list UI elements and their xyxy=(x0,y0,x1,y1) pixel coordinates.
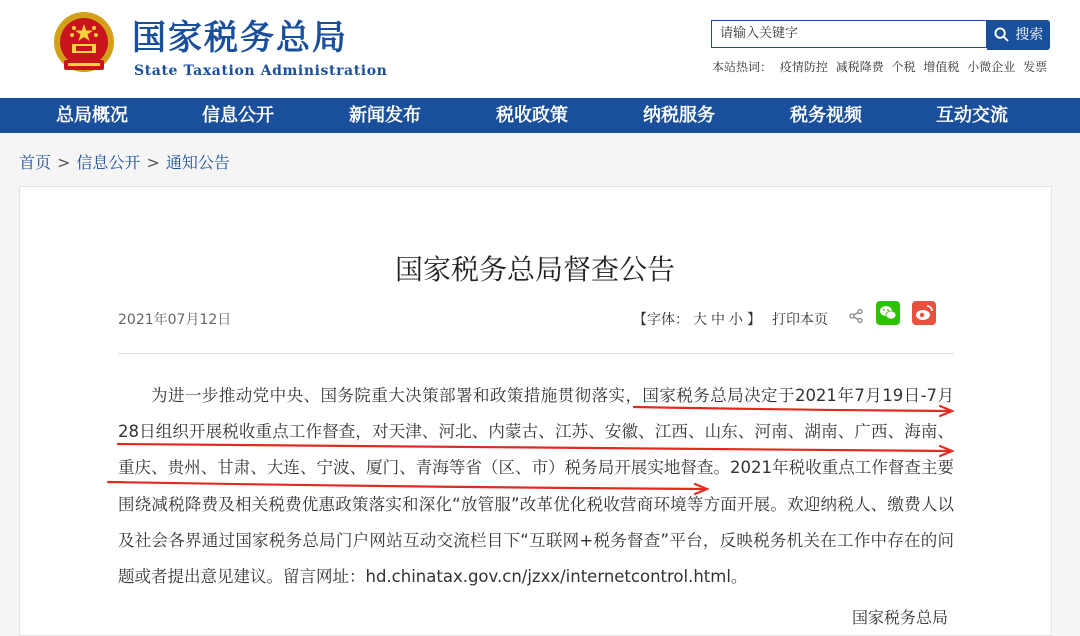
breadcrumb-home[interactable]: 首页 xyxy=(19,153,52,172)
site-header xyxy=(0,0,1080,98)
hot-word-link[interactable]: 增值税 xyxy=(923,60,960,74)
breadcrumb-separator: > xyxy=(57,153,71,172)
breadcrumb-notice[interactable]: 通知公告 xyxy=(165,153,230,172)
search-input[interactable]: 请输入关键字 xyxy=(711,20,987,48)
article-date: 2021年07月12日 xyxy=(118,312,232,328)
hot-word-link[interactable]: 小微企业 xyxy=(967,60,1016,74)
site-subtitle: State Taxation Administration xyxy=(134,63,388,79)
breadcrumb xyxy=(19,150,230,173)
search-button[interactable] xyxy=(987,20,1050,50)
hot-word-link[interactable]: 减税降费 xyxy=(835,60,884,74)
search-icon xyxy=(994,27,1015,43)
font-size-close: 】 xyxy=(747,312,761,328)
nav-item-policy[interactable]: 税收政策 xyxy=(496,105,568,126)
hot-words xyxy=(712,58,1051,75)
site-title[interactable]: 国家税务总局 xyxy=(132,18,348,58)
article-title: 国家税务总局督查公告 xyxy=(394,253,675,286)
article-body xyxy=(118,378,954,595)
hot-word-link[interactable]: 个税 xyxy=(891,60,916,74)
hot-word-link[interactable]: 发票 xyxy=(1023,60,1048,74)
weibo-icon[interactable] xyxy=(912,301,936,325)
wechat-icon[interactable] xyxy=(876,301,900,325)
article-paragraph: 为进一步推动党中央、国务院重大决策部署和政策措施贯彻落实，国家税务总局决定于2021年7月19日-7月28日组织开展税收重点工作督查，对天津、河北、内蒙古、江苏、安徽、江西、山东、河南、湖南、广西、海南、重庆、贵州、甘肃、大连、宁波、厦门、青海等省（区、市）税务局开展实地督查。2021年税收重点工作督查主要围绕减税降费及相关税费优惠政策落实和深化“放管服”改革优化税收营商环境等方面开展。欢迎纳税人、缴费人以及社会各界通过国家税务总局门户网站互动交流栏目下“互联网+税务督查”平台，反映税务机关在工作中存在的问题或者提出意见建议。留言网址：hd.chinatax.gov.cn/jzxx/internetcontrol.html。 xyxy=(118,386,954,587)
print-button[interactable]: 打印本页 xyxy=(772,312,828,328)
hot-word-link[interactable]: 疫情防控 xyxy=(779,60,828,74)
share-icon[interactable] xyxy=(848,308,864,324)
title-divider xyxy=(118,353,954,354)
nav-item-interaction[interactable]: 互动交流 xyxy=(936,105,1008,126)
main-nav xyxy=(0,98,1080,133)
national-emblem-icon[interactable] xyxy=(50,10,118,78)
font-size-label: 【字体： xyxy=(633,312,689,328)
font-size-medium[interactable]: 中 xyxy=(711,312,725,328)
font-size-large[interactable]: 大 xyxy=(693,312,707,328)
article-signature: 国家税务总局 xyxy=(852,608,949,627)
font-size-control xyxy=(633,309,761,329)
nav-item-overview[interactable]: 总局概况 xyxy=(56,105,128,126)
nav-item-news[interactable]: 新闻发布 xyxy=(349,105,421,126)
search-button-label: 搜索 xyxy=(1015,27,1044,43)
nav-item-video[interactable]: 税务视频 xyxy=(790,105,862,126)
nav-item-service[interactable]: 纳税服务 xyxy=(643,105,715,126)
nav-item-info[interactable]: 信息公开 xyxy=(202,105,274,126)
font-size-small[interactable]: 小 xyxy=(729,312,743,328)
breadcrumb-separator: > xyxy=(146,153,160,172)
breadcrumb-info[interactable]: 信息公开 xyxy=(76,153,141,172)
hot-words-label: 本站热词： xyxy=(712,60,773,74)
